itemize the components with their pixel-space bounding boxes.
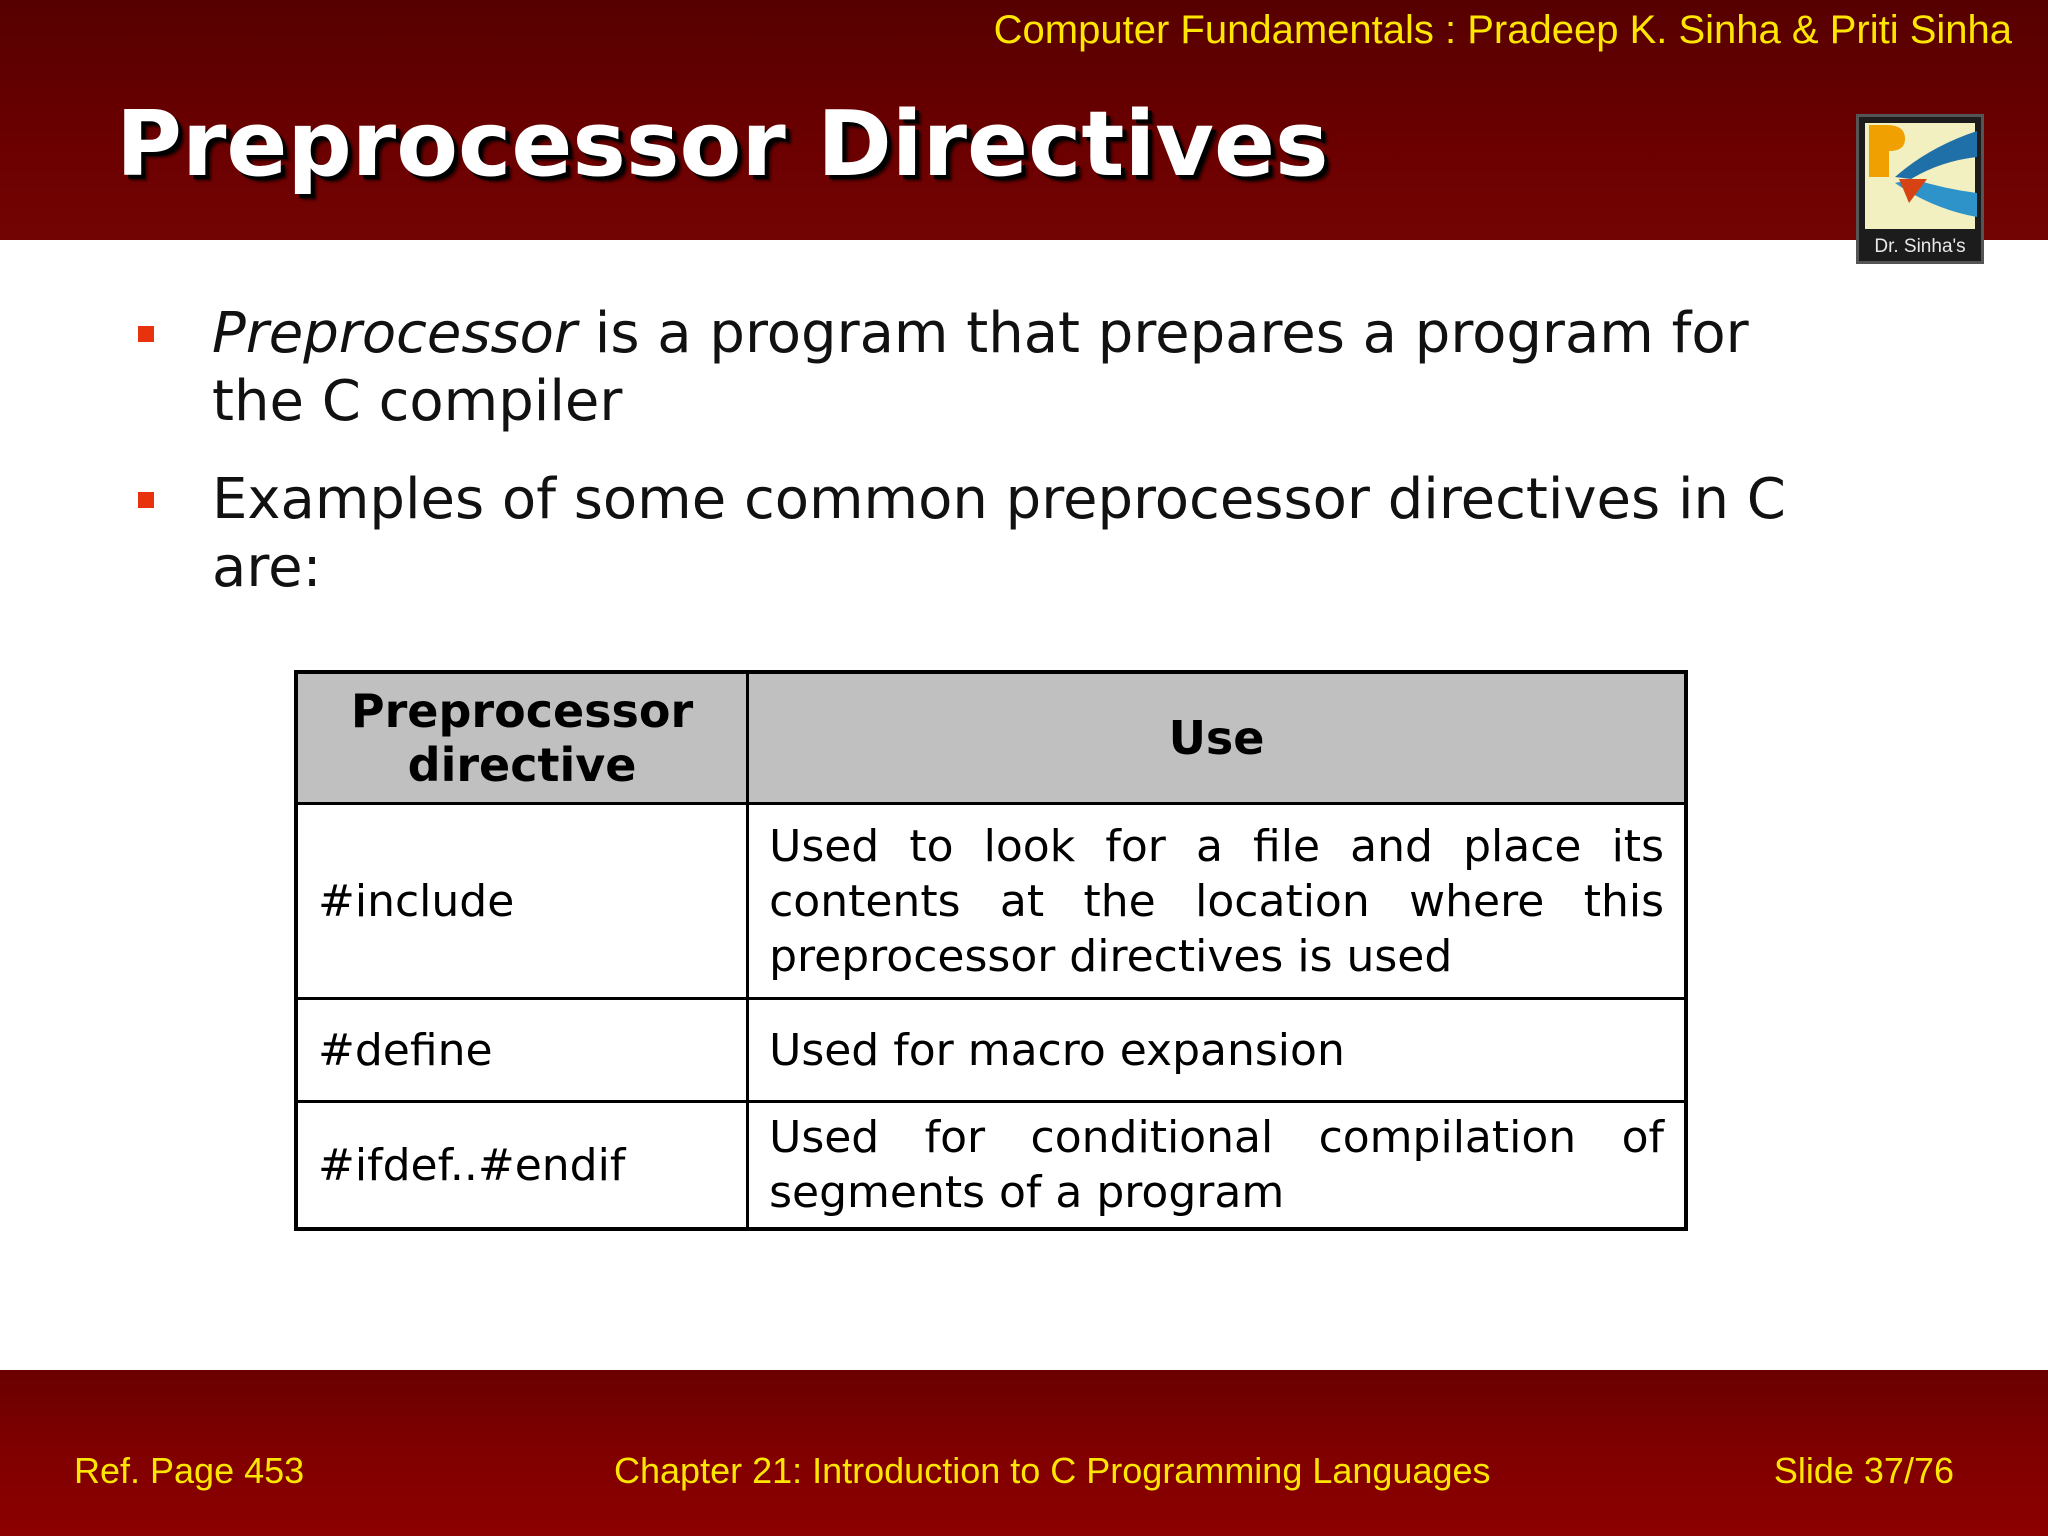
reference-page: Ref. Page 453 [74,1450,305,1491]
chapter-title: Chapter 21: Introduction to C Programming Languages [614,1450,1491,1491]
square-bullet-icon [138,492,154,508]
use-cell: Used for conditional compilation of segments of a program [748,1102,1686,1230]
slide-title: Preprocessor Directives [116,92,1329,197]
bullet-item [130,300,1830,436]
use-cell: Used for macro expansion [748,999,1686,1102]
table-row [296,1102,1686,1230]
slide-footer [0,1370,2048,1536]
directive-cell: #define [296,999,748,1102]
directive-cell: #include [296,804,748,999]
table-row [296,804,1686,999]
directives-table [294,670,1688,1231]
directive-cell: #ifdef..#endif [296,1102,748,1230]
column-header-directive: Preprocessor directive [296,672,748,804]
logo-caption: Dr. Sinha's [1874,236,1966,257]
column-header-use: Use [748,672,1686,804]
table-header-row [296,672,1686,804]
table-row [296,999,1686,1102]
slide-header [0,0,2048,240]
bullet-text: Examples of some common preprocessor directives in C are: [212,467,1786,600]
square-bullet-icon [138,326,154,342]
slide-number: Slide 37/76 [1773,1450,1954,1491]
dr-sinha-logo-icon [1856,114,1984,264]
use-cell: Used to look for a file and place its contents at the location where this preprocessor directives is used [748,804,1686,999]
bullet-list [130,300,1830,632]
bullet-emphasis: Preprocessor [212,301,577,366]
bullet-text: is a program that prepares a program for the C compiler [212,301,1749,434]
book-credit: Computer Fundamentals : Pradeep K. Sinha & Priti Sinha [993,8,2012,52]
bullet-item [130,466,1830,602]
